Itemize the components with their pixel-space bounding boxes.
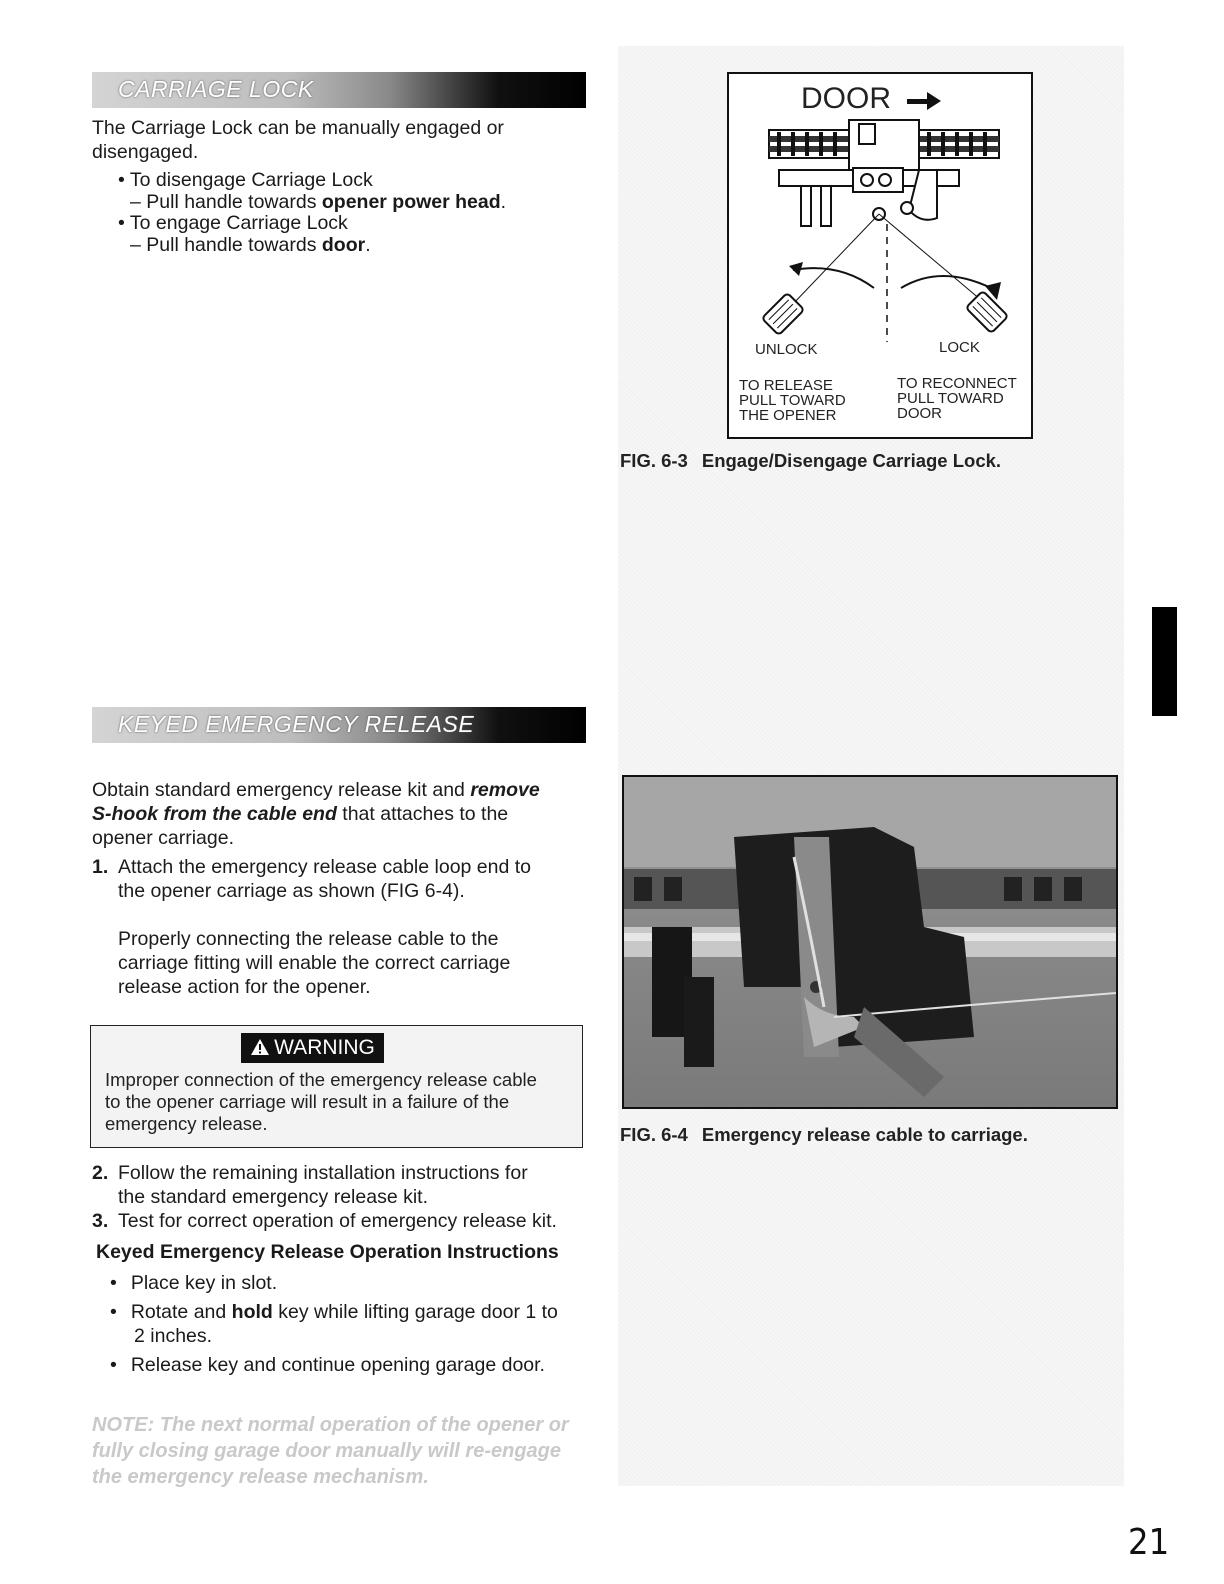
- operation-instructions-heading: Keyed Emergency Release Operation Instructions: [96, 1241, 559, 1263]
- release-line: PULL TOWARD: [739, 392, 846, 409]
- figure-6-3-number: FIG. 6-3: [620, 450, 688, 471]
- connection-note-line: Properly connecting the release cable to the: [118, 928, 499, 950]
- note-line: the emergency release mechanism.: [92, 1466, 429, 1488]
- operation-step: key while lifting garage door 1 to: [272, 1301, 558, 1323]
- warning-triangle-icon: [250, 1038, 270, 1056]
- carriage-lock-heading: CARRIAGE LOCK: [118, 76, 314, 102]
- reconnect-instruction: [897, 376, 1017, 421]
- list-item: [110, 1300, 610, 1324]
- connection-note: [118, 927, 598, 999]
- step-1-line: the opener carriage as shown (FIG 6-4).: [118, 880, 465, 902]
- carriage-lock-item1-suffix: .: [500, 191, 507, 213]
- figure-6-3-caption: [620, 450, 1001, 472]
- step-2-text: [118, 1161, 598, 1209]
- list-item: [110, 1271, 277, 1295]
- intro-text: that attaches to the: [336, 803, 509, 825]
- step-2-line: Follow the remaining installation instructions for: [118, 1162, 528, 1184]
- figure-6-4-title: Emergency release cable to carriage.: [701, 1124, 1028, 1145]
- carriage-lock-item1-bold: opener power head: [321, 191, 501, 213]
- warning-box: [90, 1025, 583, 1148]
- keyed-release-intro: [92, 778, 602, 850]
- unlock-arrow-icon: [793, 268, 874, 288]
- release-line: TO RELEASE: [739, 377, 833, 394]
- bullet-icon: •: [118, 212, 125, 234]
- warning-line: to the opener carriage will result in a failure of the: [105, 1091, 510, 1112]
- carriage-lock-item2-bold: door: [321, 234, 366, 256]
- step-3-line: Test for correct operation of emergency release kit.: [118, 1210, 557, 1232]
- intro-bold-shook: S-hook from the cable end: [92, 803, 337, 825]
- reconnect-line: DOOR: [897, 405, 942, 422]
- step-number: 1.: [92, 856, 109, 878]
- reconnect-line: PULL TOWARD: [897, 390, 1004, 407]
- carriage-lock-intro-line2: disengaged.: [92, 141, 199, 163]
- connection-note-line: carriage fitting will enable the correct carriage: [118, 952, 511, 974]
- note-line: fully closing garage door manually will re-engage: [92, 1440, 561, 1462]
- bullet-icon: •: [110, 1272, 117, 1294]
- release-instruction: [739, 378, 846, 423]
- figure-6-3-title: Engage/Disengage Carriage Lock.: [701, 450, 1002, 471]
- door-label: DOOR: [801, 82, 891, 115]
- reconnect-line: TO RECONNECT: [897, 375, 1017, 392]
- unlock-label: UNLOCK: [755, 341, 818, 358]
- figure-6-4-caption: [620, 1124, 1028, 1146]
- bullet-icon: •: [110, 1354, 117, 1376]
- list-item: [130, 233, 371, 257]
- step-number: 2.: [92, 1162, 109, 1184]
- bullet-icon: •: [110, 1301, 117, 1323]
- list-item: [118, 168, 373, 192]
- note-line: NOTE: The next normal operation of the opener or: [92, 1414, 569, 1436]
- keyed-release-heading-bar: [92, 707, 586, 743]
- step-3: [92, 1209, 108, 1233]
- list-item: [118, 211, 348, 235]
- keyed-release-heading: KEYED EMERGENCY RELEASE: [118, 711, 475, 737]
- operation-step-bold: hold: [231, 1301, 273, 1323]
- step-3-text: [118, 1209, 608, 1233]
- figure-6-4-number: FIG. 6-4: [620, 1124, 688, 1145]
- step-2: [92, 1161, 108, 1185]
- release-line: THE OPENER: [739, 407, 837, 424]
- lock-handle-icon: [966, 291, 1008, 333]
- operation-step: Place key in slot.: [130, 1272, 278, 1294]
- operation-step: Rotate and: [130, 1301, 232, 1323]
- step-number: 3.: [92, 1210, 109, 1232]
- emergency-release-photo: [622, 775, 1118, 1109]
- intro-bold-remove: remove: [470, 779, 540, 801]
- lock-arrow-icon: [901, 276, 991, 288]
- warning-line: emergency release.: [105, 1113, 268, 1134]
- operation-step: Release key and continue opening garage door.: [130, 1354, 545, 1376]
- carriage-lock-intro: [92, 116, 592, 164]
- carriage-lock-diagram: [727, 72, 1033, 439]
- carriage-lock-item2-sub: – Pull handle towards: [130, 234, 322, 256]
- step-1: [92, 855, 108, 879]
- page-number: 21: [1128, 1522, 1170, 1563]
- carriage-lock-item2-suffix: .: [365, 234, 371, 256]
- carriage-photo-illustration: [624, 777, 1116, 1107]
- lock-label: LOCK: [939, 339, 980, 356]
- carriage-lock-intro-line1: The Carriage Lock can be manually engaged or: [92, 117, 504, 139]
- warning-badge: [241, 1033, 384, 1063]
- carriage-lock-heading-bar: [92, 72, 586, 108]
- carriage-lock-item1-sub: – Pull handle towards: [130, 191, 322, 213]
- carriage-lock-item1: To disengage Carriage Lock: [129, 169, 373, 191]
- step-2-line: the standard emergency release kit.: [118, 1186, 429, 1208]
- note-text: [92, 1412, 602, 1490]
- chapter-tab-marker: [1152, 607, 1177, 716]
- warning-text: [105, 1069, 567, 1135]
- step-1-text: [118, 855, 598, 903]
- list-item-continuation: 2 inches.: [134, 1325, 213, 1347]
- intro-text: opener carriage.: [92, 827, 235, 849]
- warning-title: WARNING: [274, 1036, 375, 1059]
- connection-note-line: release action for the opener.: [118, 976, 371, 998]
- step-1-line: Attach the emergency release cable loop end to: [118, 856, 532, 878]
- warning-line: Improper connection of the emergency release cable: [105, 1069, 537, 1090]
- intro-text: Obtain standard emergency release kit and: [92, 779, 471, 801]
- door-arrow-icon: [907, 92, 941, 110]
- bullet-icon: •: [118, 169, 125, 191]
- list-item: [110, 1353, 545, 1377]
- carriage-lock-item2: To engage Carriage Lock: [129, 212, 348, 234]
